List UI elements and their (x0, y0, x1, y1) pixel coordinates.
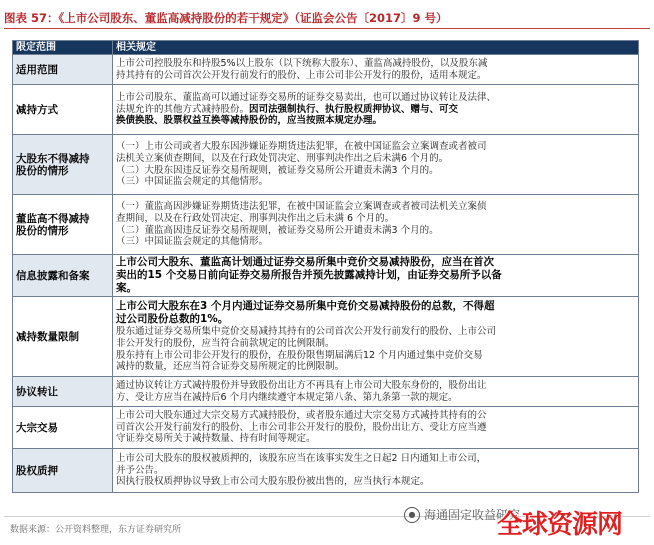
row-content-disclosure (113, 255, 639, 297)
content-line: 通过协议转让方式减持股份并导致股份出让方不再具有上市公司大股东身份的，股份出让 (116, 379, 487, 391)
row-label-disclosure: 信息披露和备案 (13, 255, 113, 297)
title-divider (4, 28, 650, 29)
content-line: 守证券交易所关于减持数量、持有时间等规定。 (116, 433, 316, 445)
watermark-account: 海通固定收益研究 (424, 508, 521, 522)
content-line: 方、受让方应当在减持后6 个月内继续遵守本规定第八条、第九条第一款的规定。 (116, 391, 458, 403)
row-content-pledge (113, 449, 639, 493)
content-line: 司首次公开发行前发行的股份、上市公司非公开发行的股份，股份出让方、受让方应当遵 (116, 421, 487, 433)
content-line: （一）董监高因涉嫌证券期货违法犯罪，在被中国证监会立案调查或者被司法机关立案侦 (116, 201, 487, 213)
content-line: 上市公司股东、董监高可以通过证券交易所的证券交易卖出，也可以通过协议转让及法律、 (116, 91, 497, 103)
bold-line: 卖出的15 个交易日前向证券交易所报告并预先披露减持计划，由证券交易所予以备 (116, 269, 502, 281)
content-line: （三）中国证监会规定的其他情形。 (116, 176, 269, 188)
table-row (13, 407, 639, 449)
content-line: 上市公司大股东通过大宗交易方式减持股份，或者股东通过大宗交易方式减持其持有的公 (116, 409, 487, 421)
content-line: （一）上市公司或者大股东因涉嫌证券期货违法犯罪，在被中国证监会立案调查或者被司 (116, 141, 487, 153)
content-line: 因执行股权质押协议导致上市公司大股东股份被出售的，应当执行本规定。 (116, 476, 430, 488)
bold-line: 案。 (116, 282, 137, 294)
table-row (13, 377, 639, 407)
bold-line: 过公司股份总数的1%。 (116, 313, 229, 326)
source-note: 数据来源：公开资料整理，东方证券研究所 (10, 525, 182, 535)
header-scope: 限定范围 (13, 41, 113, 55)
regulation-table (12, 40, 639, 493)
row-content-major-shareholder (113, 135, 639, 195)
table-row (13, 255, 639, 297)
content-line: 非公开发行的股份，应当符合前款规定的比例限制。 (116, 337, 335, 349)
table-row (13, 297, 639, 377)
table-row (13, 195, 639, 255)
row-label-scope: 适用范围 (13, 55, 113, 85)
wechat-icon: ● (404, 507, 420, 523)
content-line: （二）董监高因违反证券交易所规则，被证券交易所公开谴责未满3 个月的。 (116, 224, 439, 236)
content-line: （三）中国证监会规定的其他情形。 (116, 236, 269, 248)
content-line: 股东通过证券交易所集中竞价交易减持其持有的公司首次公开发行前发行的股份、上市公司 (116, 326, 497, 338)
row-label-pledge: 股权质押 (13, 449, 113, 493)
row-content-officers (113, 195, 639, 255)
content-line: 股东持有上市公司非公开发行的股份，在股份限售期届满后12 个月内通过集中竞价交易 (116, 349, 483, 361)
row-label-method: 减持方式 (13, 85, 113, 135)
content-line: 法规允许的其他方式减持股份。因司法强制执行、执行股权质押协议、赠与、可交 (116, 103, 459, 115)
row-content-limits (113, 297, 639, 377)
table-row (13, 55, 639, 85)
row-content-scope (113, 55, 639, 85)
table-row (13, 449, 639, 493)
content-line: 查期间，以及在行政处罚决定、刑事判决作出之后未满 6 个月的。 (116, 212, 395, 224)
table-row (13, 135, 639, 195)
content-line: 上市公司控股股东和持股5%以上股东（以下统称大股东）、董监高减持股份，以及股东减 (116, 57, 488, 69)
bold-line: 上市公司大股东在3 个月内通过证券交易所集中竞价交易减持股份的总数，不得超 (116, 300, 495, 313)
content-line: 上市公司大股东的股权被质押的，该股东应当在该事实发生之日起2 日内通知上市公司， (116, 452, 487, 464)
bold-line: 上市公司大股东、董监高计划通过证券交易所集中竞价交易减持股份，应当在首次 (116, 256, 494, 268)
bold-text: 因司法强制执行、执行股权质押协议、赠与、可交 (249, 103, 459, 115)
content-line: 法机关立案侦查期间，以及在行政处罚决定、刑事判决作出之后未满6 个月的。 (116, 152, 449, 164)
content-line: （二）大股东因违反证券交易所规则，被证券交易所公开谴责未满3 个月的。 (116, 164, 439, 176)
content-line: 减持的数量，还应当符合证券交易所规定的比例限制。 (116, 361, 345, 373)
table-row (13, 85, 639, 135)
row-content-agreement (113, 377, 639, 407)
content-line: 持其持有的公司首次公开发行前发行的股份、上市公司非公开发行的股份，适用本规定。 (116, 69, 487, 81)
bold-line: 换债换股、股票权益互换等减持股份的，应当按照本规定办理。 (116, 115, 383, 127)
header-rules: 相关规定 (113, 41, 639, 55)
table-header-row (13, 41, 639, 55)
brand-watermark: 全球资源网 (497, 510, 623, 540)
row-label-major-shareholder: 大股东不得减持 股份的情形 (13, 135, 113, 195)
row-label-limits: 减持数量限制 (13, 297, 113, 377)
content-line: 并予公告。 (116, 464, 164, 476)
row-label-block-trade: 大宗交易 (13, 407, 113, 449)
row-label-officers: 董监高不得减持 股份的情形 (13, 195, 113, 255)
figure-title: 图表 57：《上市公司股东、董监高减持股份的若干规定》（证监会公告〔2017〕9 号） (4, 11, 448, 25)
row-content-block-trade (113, 407, 639, 449)
row-content-method (113, 85, 639, 135)
row-label-agreement: 协议转让 (13, 377, 113, 407)
